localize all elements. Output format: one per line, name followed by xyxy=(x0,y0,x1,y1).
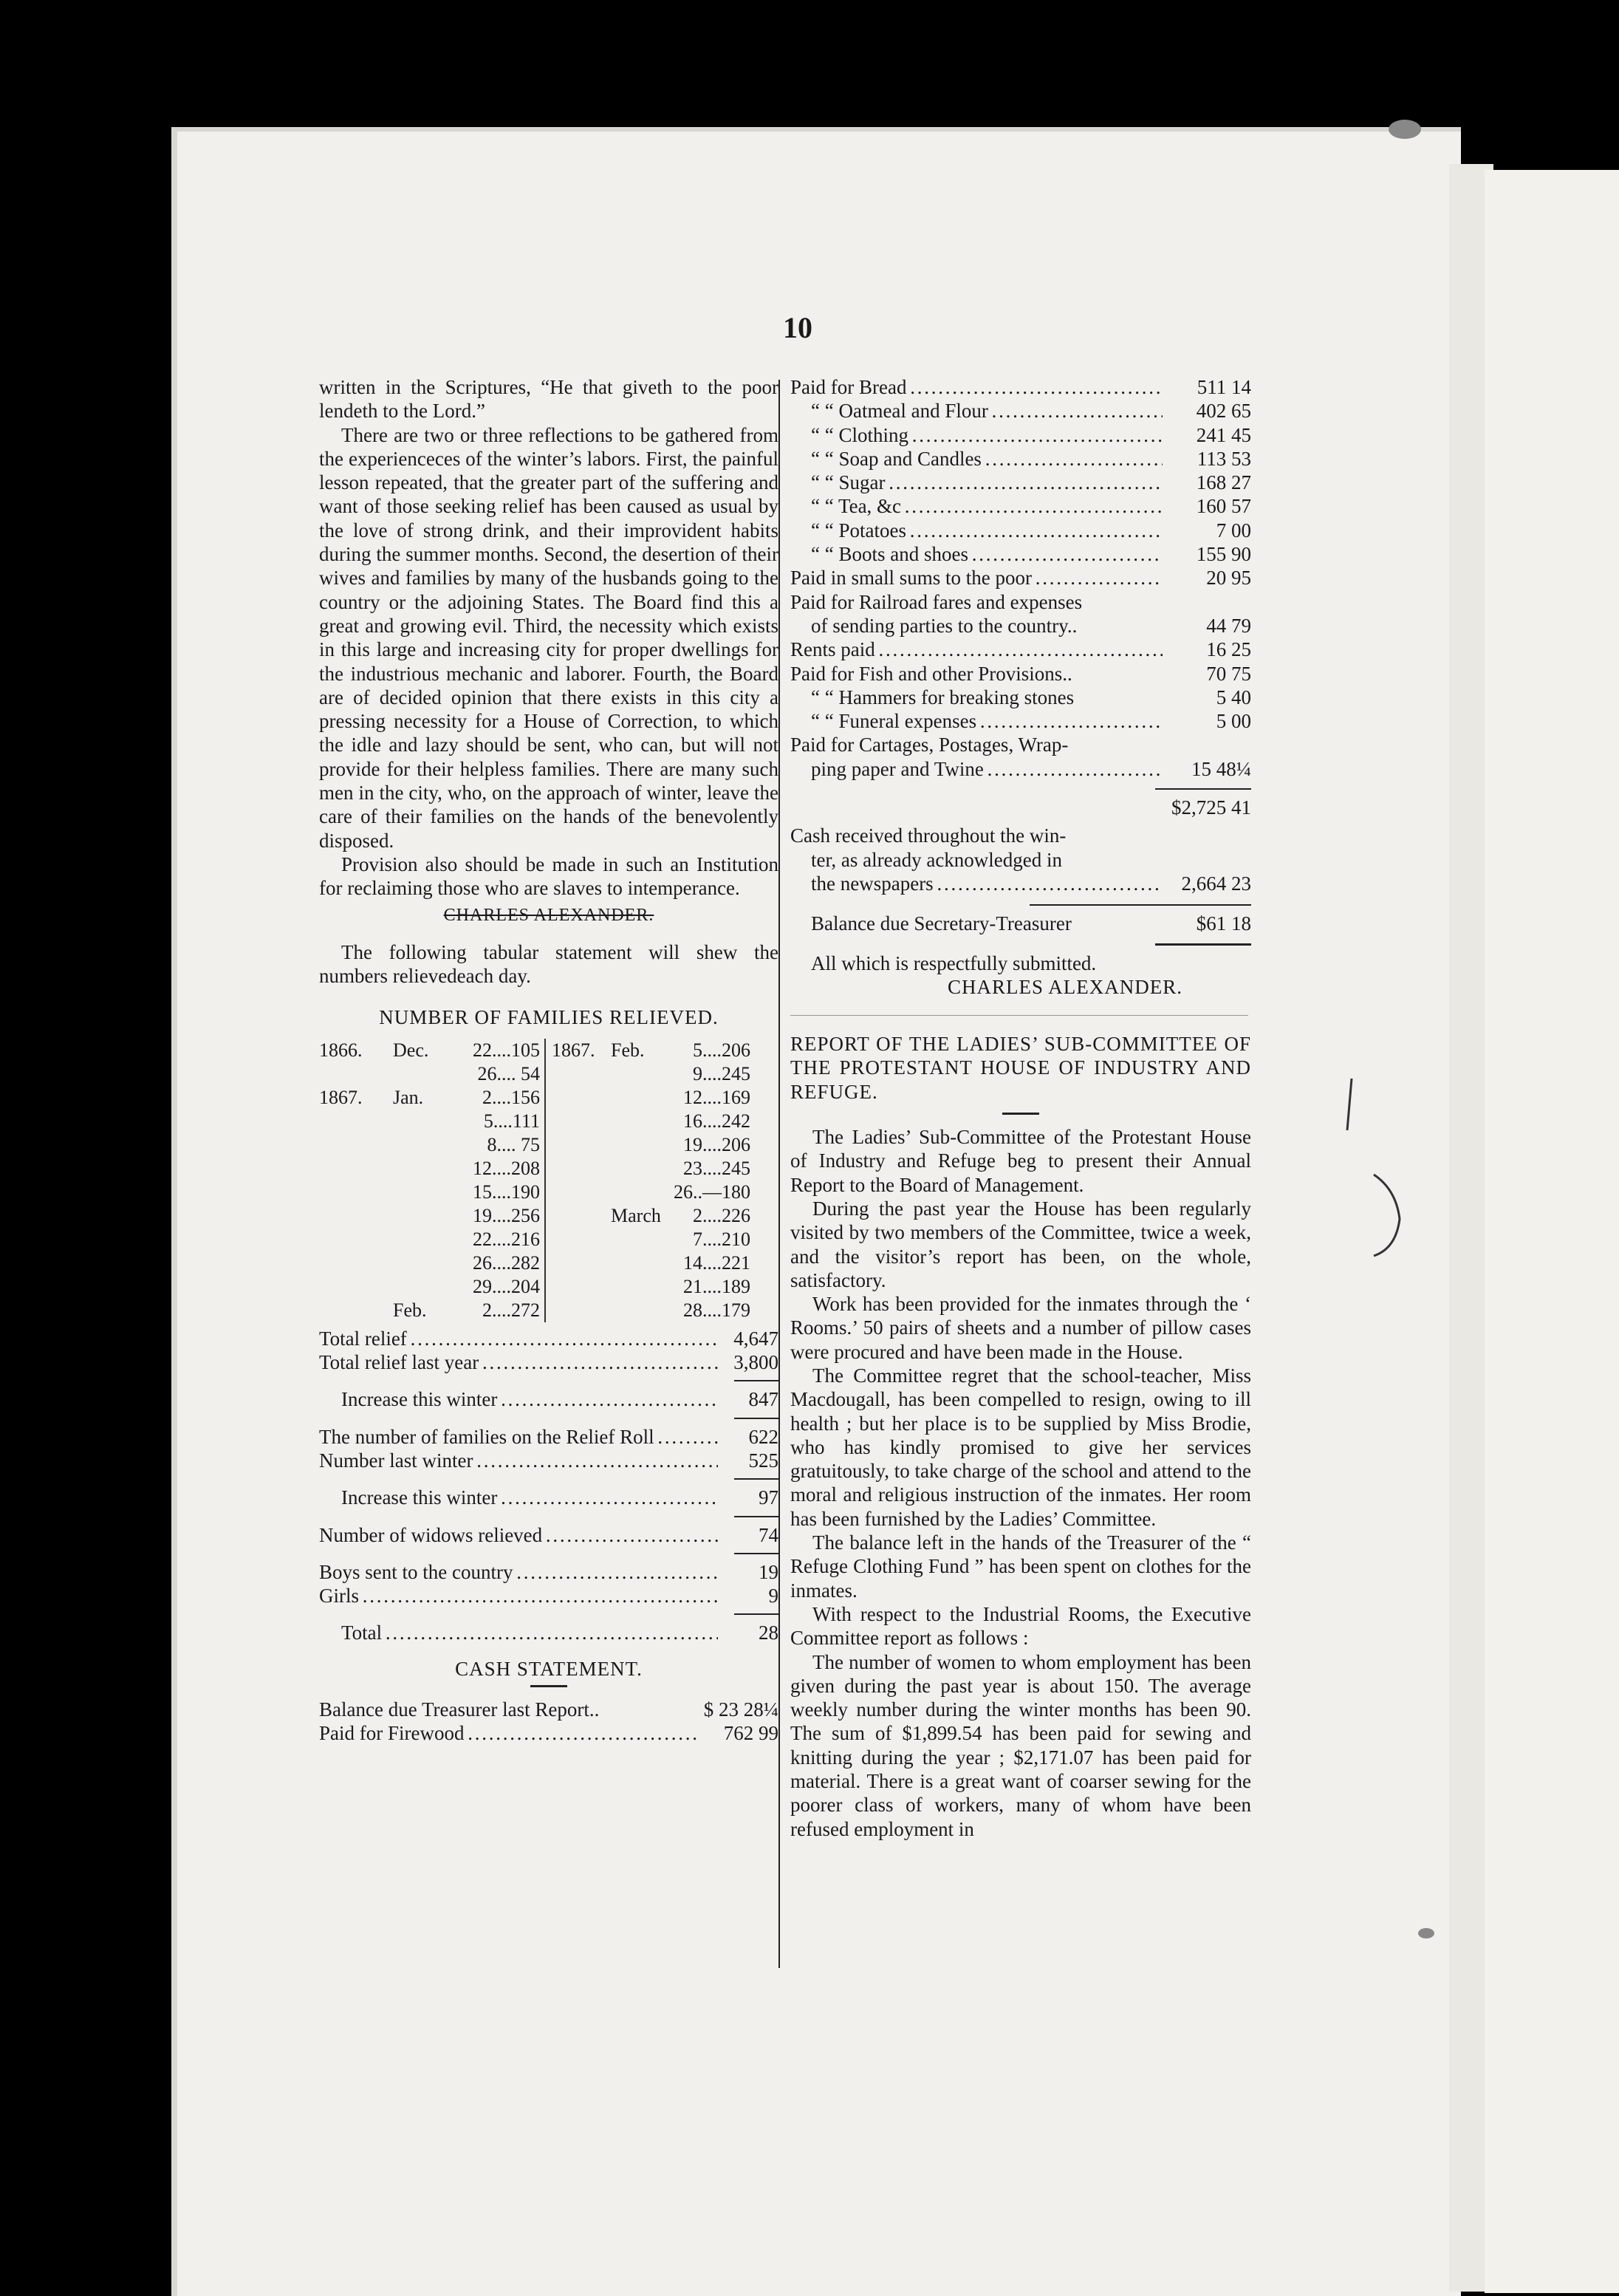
struck-signature: CHARLES ALEXANDER. xyxy=(443,905,654,925)
dust-speck xyxy=(1418,1928,1434,1938)
table-row: 1867. Feb. 5....206 xyxy=(552,1039,750,1061)
signature: CHARLES ALEXANDER. xyxy=(947,975,1182,998)
table-row: 16....242 xyxy=(683,1110,750,1132)
families-table xyxy=(319,1039,778,1322)
next-page-edge xyxy=(1485,170,1619,2293)
expense-row: “ “ Soap and Candles . . . 113 53 xyxy=(790,447,1251,471)
expense-row: “ “ Clothing . . . 241 45 xyxy=(790,423,1251,447)
table-row: 1867. Jan. 2....156 xyxy=(319,1086,540,1108)
expense-row: “ “ Hammers for breaking stones 5 40 xyxy=(811,686,1251,708)
table-row: 5....111 xyxy=(483,1110,540,1132)
families-table-right xyxy=(546,1039,755,1322)
report-paragraph: Work has been provided for the inmates through the ‘ Rooms.’ 50 pairs of sheets and a number of pillow cases were procured and have been made in the House. xyxy=(790,1293,1251,1363)
boys-girls-total-row: Total . . . 28 xyxy=(319,1621,778,1644)
divider xyxy=(734,1478,778,1480)
balance-row: Balance due Secretary-Treasurer $61 18 xyxy=(811,912,1251,935)
number-last-winter-row: Number last winter . . . 525 xyxy=(319,1449,778,1472)
table-row: 12....208 xyxy=(473,1157,540,1179)
table-row: 9....245 xyxy=(693,1062,750,1084)
expense-row: “ “ Sugar . . . 168 27 xyxy=(790,471,1251,494)
divider xyxy=(734,1516,778,1517)
received-block xyxy=(790,824,1251,895)
table-row: 23....245 xyxy=(683,1157,750,1179)
subtotal-row: $2,725 41 xyxy=(1171,796,1251,819)
tabular-intro: The following tabular statement will shew the numbers relievedeach day. xyxy=(319,940,778,988)
cash-heading: CASH STATEMENT. xyxy=(455,1657,643,1680)
divider xyxy=(734,1418,778,1419)
families-table-left xyxy=(319,1039,546,1322)
boys-row: Boys sent to the country . . . 19 xyxy=(319,1560,778,1584)
expense-row: “ “ Oatmeal and Flour . . . 402 65 xyxy=(790,399,1251,423)
increase-row: Increase this winter . . . 847 xyxy=(319,1387,778,1411)
intro-paragraph: written in the Scriptures, “He that giveth to the poor lendeth to the Lord.” xyxy=(319,376,778,423)
table-row: 22....216 xyxy=(473,1228,540,1250)
received-row: the newspapers . . . 2,664 23 xyxy=(790,872,1251,895)
received-line: Cash received throughout the win- xyxy=(790,824,1067,847)
table-row: 26..—180 xyxy=(674,1181,750,1203)
expense-row: of sending parties to the country.. 44 79 xyxy=(811,614,1251,637)
table-row: 8.... 75 xyxy=(487,1133,540,1155)
table-row: 15....190 xyxy=(473,1181,540,1203)
report-paragraph: The Ladies’ Sub-Committee of the Protestant House of Industry and Refuge beg to present their Annual Report to the Board of Management. xyxy=(790,1126,1251,1196)
table-row: 14....221 xyxy=(683,1251,750,1274)
report-paragraph: With respect to the Industrial Rooms, the Executive Committee report as follows : xyxy=(790,1602,1251,1650)
divider xyxy=(734,1380,778,1381)
expense-row: Paid for Bread . . . 511 14 xyxy=(790,375,1251,399)
cash-row: Balance due Treasurer last Report.. $ 23 28¼ xyxy=(319,1698,778,1721)
expense-row: “ “ Boots and shoes . . . 155 90 xyxy=(790,542,1251,566)
cartage-line: Paid for Cartages, Postages, Wrap- xyxy=(790,734,1069,756)
heading-rule xyxy=(1002,1113,1039,1115)
expense-row: ping paper and Twine . . . 15 48¼ xyxy=(790,757,1251,781)
divider xyxy=(734,1613,778,1615)
reflections-paragraph: There are two or three reflections to be gathered from the experienceces of the winter’s labors. First, the painful lesson repeated, that the greater part of the suffering and want of those seeking relief has been caused as usual by the love of strong drink, and their improvident habits during the summer months. Second, the desertion of their wives and families by many of the husbands going to the country or the adjoining States. The Board find this a great and growing evil. Third, the necessity which exists in this large and increasing city for proper dwellings for the industrious mechanic and laborer. Fourth, the Board are of decided opinion that there exists in this city a pressing necessity for a House of Correction, to which the idle and lazy should be sent, who can, but will not provide for their helpless families. There are many such men in the city, who, on the approach of winter, leave the care of their families on the hands of the benevolently disposed. xyxy=(319,423,778,852)
received-line: ter, as already acknowledged in xyxy=(811,848,1063,871)
expenses-list xyxy=(790,375,1251,781)
expense-row: “ “ Funeral expenses . . . 5 00 xyxy=(790,709,1251,733)
right-column xyxy=(790,375,1251,1841)
table-row: 19....256 xyxy=(473,1204,540,1226)
table-row: 12....169 xyxy=(683,1086,750,1108)
table-row: 19....206 xyxy=(683,1133,750,1155)
relief-roll-row: The number of families on the Relief Roll . . . 622 xyxy=(319,1425,778,1449)
total-relief-row: Total relief . . . 4,647 xyxy=(319,1327,778,1350)
report-paragraph: The balance left in the hands of the Treasurer of the “ Refuge Clothing Fund ” has been spent on clothes for the inmates. xyxy=(790,1531,1251,1602)
railroad-line: Paid for Railroad fares and expenses xyxy=(790,590,1083,613)
expense-row: “ “ Tea, &c . . . 160 57 xyxy=(790,494,1251,518)
table-row: 26.... 54 xyxy=(477,1062,540,1084)
cash-row: Paid for Firewood . . . 762 99 xyxy=(319,1721,778,1745)
table-row: 1866. Dec. 22....105 xyxy=(319,1039,540,1061)
cash-rows xyxy=(319,1698,778,1746)
families-heading: NUMBER OF FAMILIES RELIEVED. xyxy=(379,1006,719,1029)
table-row: March 2....226 xyxy=(611,1204,750,1226)
divider xyxy=(1030,904,1251,906)
table-row: 7....210 xyxy=(693,1228,750,1250)
total-last-year-row: Total relief last year . . . 3,800 xyxy=(319,1350,778,1374)
table-row: 26....282 xyxy=(473,1251,540,1274)
submitted-text: All which is respectfully submitted. xyxy=(811,951,1097,974)
table-row: Feb. 2....272 xyxy=(393,1299,540,1321)
report-paragraph: The number of women to whom employment has been given during the past year is about 150. The average weekly number during the winter months has been 90. The sum of $1,899.54 has been paid for sewing and knitting during the year ; $2,171.07 has been paid for material. There is a great want of coarser sewing for the poorer class of workers, many of whom have been refused employment in xyxy=(790,1650,1251,1840)
pencil-mark xyxy=(1344,1049,1433,1271)
expense-row: Paid in small sums to the poor . . . 20 95 xyxy=(790,566,1251,590)
provision-paragraph: Provision also should be made in such an Institution for reclaiming those who are slaves to intemperance. xyxy=(319,853,778,900)
girls-row: Girls . . . 9 xyxy=(319,1584,778,1607)
expense-row: Paid for Fish and other Provisions.. 70 75 xyxy=(790,662,1251,685)
page-number: 10 xyxy=(783,311,812,344)
totals-block xyxy=(319,1327,778,1645)
increase-row-2: Increase this winter . . . 97 xyxy=(319,1486,778,1509)
table-row: 29....204 xyxy=(473,1275,540,1297)
divider xyxy=(1155,943,1251,946)
divider xyxy=(734,1553,778,1554)
expense-row: Rents paid . . . 16 25 xyxy=(790,638,1251,661)
left-column xyxy=(319,375,778,1746)
widows-row: Number of widows relieved . . . 74 xyxy=(319,1523,778,1547)
column-divider xyxy=(778,380,780,1968)
report-heading: REPORT OF THE LADIES’ SUB-COMMITTEE OF THE PROTESTANT HOUSE OF INDUSTRY AND REFUGE. xyxy=(790,1033,1251,1103)
divider xyxy=(1155,788,1251,790)
report-paragraph: During the past year the House has been regularly visited by two members of the Committee, twice a week, and the visitor’s report has been, on the whole, satisfactory. xyxy=(790,1197,1251,1291)
heading-rule xyxy=(530,1685,567,1687)
section-rule xyxy=(790,1015,1248,1016)
table-row: 21....189 xyxy=(683,1275,750,1297)
dust-speck xyxy=(1389,120,1421,139)
report-paragraph: The Committee regret that the school-teacher, Miss Macdougall, has been compelled to resign, owing to ill health ; but her place is to be supplied by Miss Brodie, who has kindly promised to give her services gratuitously, to take charge of the school and attend to the moral and religious instruction of the inmates. Her room has been furnished by the Ladies’ Committee. xyxy=(790,1364,1251,1530)
expense-row: “ “ Potatoes . . . 7 00 xyxy=(790,519,1251,542)
table-row: 28....179 xyxy=(683,1299,750,1321)
